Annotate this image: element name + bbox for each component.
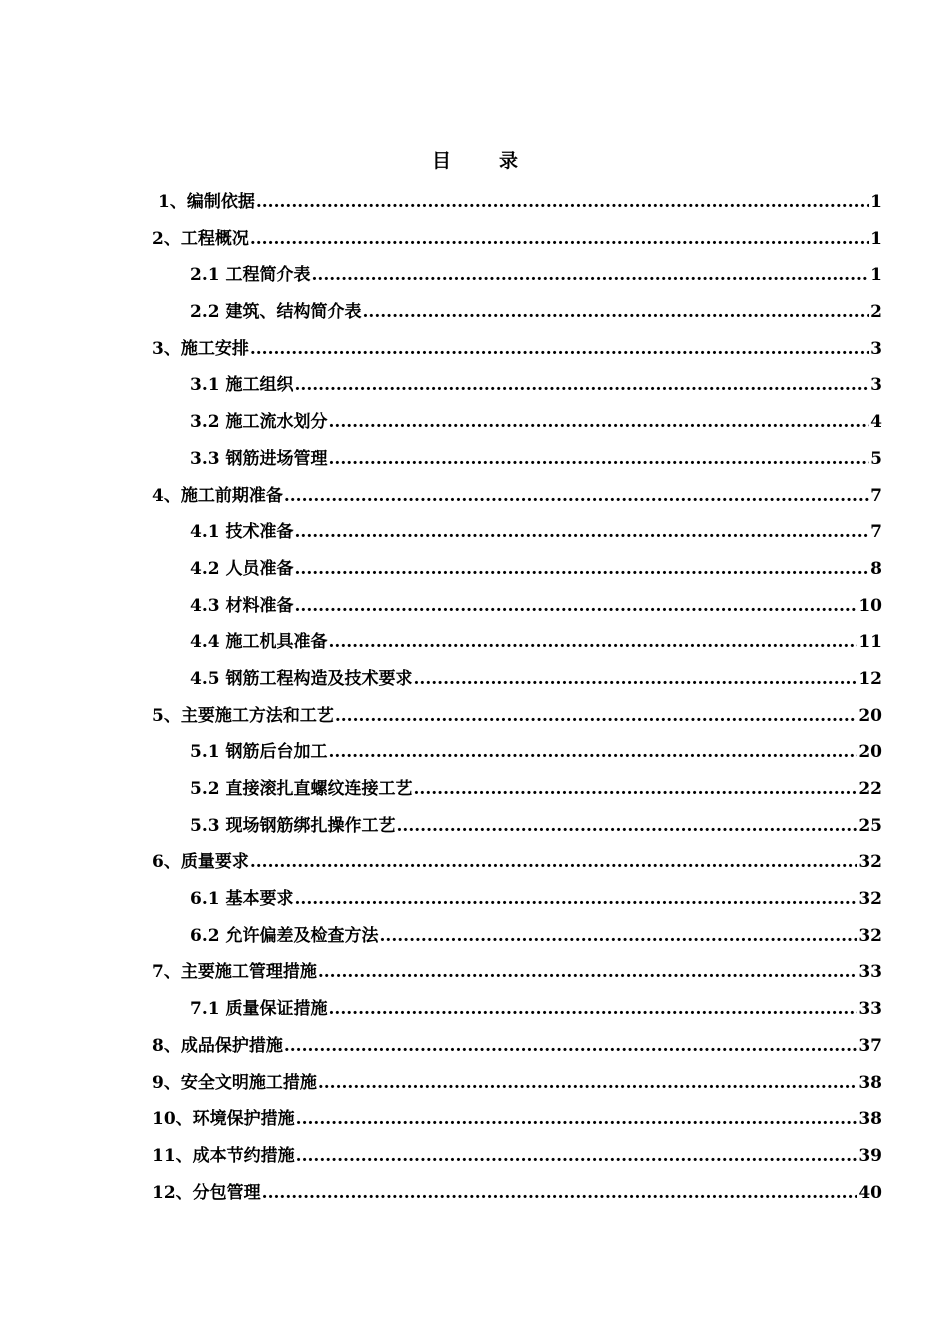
toc-dot-leader [414, 771, 858, 808]
toc-entry-label: 12、分包管理 [152, 1182, 261, 1203]
toc-entry-label: 5.2 直接滚扎直螺纹连接工艺 [190, 779, 413, 799]
toc-entry-label: 7.1 质量保证措施 [190, 999, 328, 1020]
toc-entry-page-number: 33 [858, 962, 882, 983]
toc-entry-page-number: 32 [858, 852, 882, 873]
toc-entry-label: 5、主要施工方法和工艺 [152, 705, 334, 726]
toc-entry-page-number: 2 [870, 302, 882, 323]
toc-entry[interactable] [152, 1175, 882, 1212]
toc-dot-leader [250, 221, 869, 258]
toc-dot-leader [295, 551, 870, 588]
toc-dot-leader [329, 734, 858, 771]
toc-entry[interactable] [152, 1138, 882, 1175]
toc-entry[interactable] [152, 624, 882, 661]
toc-entry[interactable] [152, 918, 882, 955]
toc-entry[interactable] [152, 588, 882, 625]
toc-entry[interactable] [152, 367, 882, 404]
toc-entry-page-number: 1 [870, 228, 882, 249]
toc-dot-leader [296, 1138, 858, 1175]
toc-entry-label: 11、成本节约措施 [152, 1145, 295, 1166]
toc-dot-leader [397, 808, 858, 845]
toc-entry-page-number: 40 [858, 1182, 882, 1203]
toc-entry-label: 3、施工安排 [152, 338, 249, 359]
toc-entry[interactable] [152, 551, 882, 588]
toc-entry-page-number: 20 [858, 742, 882, 763]
toc-entry-label: 5.1 钢筋后台加工 [190, 742, 328, 763]
toc-dot-leader [284, 1028, 857, 1065]
toc-entry[interactable] [152, 991, 882, 1028]
toc-entry[interactable] [152, 257, 882, 294]
toc-dot-leader [256, 184, 869, 221]
toc-entry-label: 5.3 现场钢筋绑扎操作工艺 [190, 815, 396, 836]
toc-entry-page-number: 1 [870, 265, 882, 286]
toc-dot-leader [335, 698, 857, 735]
toc-entry-label: 2.2 建筑、结构简介表 [190, 302, 362, 323]
toc-entry-page-number: 10 [858, 595, 882, 616]
toc-entry-label: 3.3 钢筋进场管理 [190, 448, 328, 469]
toc-entry-label: 3.1 施工组织 [190, 375, 294, 396]
toc-title-char-1: 目 [431, 150, 451, 172]
toc-entry-label: 4.2 人员准备 [190, 558, 294, 579]
toc-entry-page-number: 33 [858, 999, 882, 1020]
toc-dot-leader [329, 441, 870, 478]
toc-entry[interactable] [152, 404, 882, 441]
toc-entry-page-number: 32 [858, 889, 882, 910]
toc-entry-page-number: 3 [870, 375, 882, 396]
toc-entry-page-number: 4 [870, 412, 882, 433]
toc-entry[interactable] [152, 698, 882, 735]
toc-entry-label: 6.1 基本要求 [190, 889, 294, 910]
toc-dot-leader [295, 367, 870, 404]
toc-dot-leader [295, 588, 858, 625]
toc-entry[interactable] [152, 661, 882, 698]
toc-title [0, 146, 950, 173]
toc-entry[interactable] [152, 1028, 882, 1065]
toc-entry-page-number: 38 [858, 1072, 882, 1093]
toc-entry-page-number: 11 [858, 632, 882, 653]
table-of-contents [152, 184, 882, 1211]
toc-dot-leader [295, 881, 858, 918]
toc-dot-leader [296, 1101, 858, 1138]
toc-entry[interactable] [152, 441, 882, 478]
toc-entry-page-number: 3 [870, 338, 882, 359]
toc-dot-leader [329, 624, 858, 661]
toc-dot-leader [312, 257, 870, 294]
toc-dot-leader [363, 294, 870, 331]
toc-dot-leader [318, 954, 857, 991]
toc-entry[interactable] [152, 734, 882, 771]
toc-title-char-2: 录 [499, 150, 519, 172]
toc-dot-leader [250, 331, 869, 368]
toc-entry-label: 9、安全文明施工措施 [152, 1072, 317, 1093]
toc-entry-label: 6、质量要求 [152, 852, 249, 873]
toc-entry-page-number: 7 [870, 522, 882, 543]
toc-dot-leader [284, 478, 869, 515]
toc-dot-leader [380, 918, 858, 955]
toc-entry-page-number: 39 [858, 1145, 882, 1166]
toc-entry-page-number: 8 [870, 558, 882, 579]
toc-entry[interactable] [152, 1065, 882, 1102]
toc-entry-label: 1、编制依据 [158, 192, 255, 212]
toc-entry[interactable] [152, 294, 882, 331]
toc-entry[interactable] [152, 1101, 882, 1138]
toc-entry-page-number: 20 [858, 705, 882, 726]
toc-entry[interactable] [152, 808, 882, 845]
toc-entry[interactable] [152, 184, 882, 221]
toc-entry[interactable] [152, 331, 882, 368]
toc-entry[interactable] [152, 844, 882, 881]
toc-entry-label: 3.2 施工流水划分 [190, 412, 328, 433]
toc-entry[interactable] [152, 881, 882, 918]
toc-entry-label: 4.3 材料准备 [190, 595, 294, 616]
toc-entry[interactable] [152, 478, 882, 515]
toc-entry-page-number: 7 [870, 485, 882, 506]
toc-dot-leader [262, 1175, 858, 1212]
toc-entry[interactable] [152, 954, 882, 991]
toc-dot-leader [329, 991, 858, 1028]
toc-entry-page-number: 37 [858, 1035, 882, 1056]
toc-dot-leader [318, 1065, 857, 1102]
toc-entry-page-number: 12 [858, 668, 882, 689]
toc-entry-label: 2、工程概况 [152, 228, 249, 249]
toc-entry-label: 10、环境保护措施 [152, 1109, 295, 1130]
toc-entry[interactable] [152, 221, 882, 258]
toc-entry-page-number: 22 [858, 779, 882, 799]
toc-entry-label: 4.5 钢筋工程构造及技术要求 [190, 668, 413, 689]
toc-entry-page-number: 5 [870, 448, 882, 469]
toc-entry[interactable] [152, 514, 882, 551]
toc-entry-page-number: 38 [858, 1109, 882, 1130]
toc-entry-label: 4.4 施工机具准备 [190, 632, 328, 653]
toc-dot-leader [295, 514, 870, 551]
toc-dot-leader [329, 404, 870, 441]
toc-entry-label: 8、成品保护措施 [152, 1035, 283, 1056]
toc-entry[interactable] [152, 771, 882, 808]
toc-dot-leader [250, 844, 857, 881]
toc-entry-label: 7、主要施工管理措施 [152, 962, 317, 983]
toc-entry-page-number: 32 [858, 925, 882, 946]
toc-entry-label: 4、施工前期准备 [152, 485, 283, 506]
toc-dot-leader [414, 661, 858, 698]
toc-entry-label: 4.1 技术准备 [190, 522, 294, 543]
toc-entry-label: 2.1 工程简介表 [190, 265, 311, 286]
toc-entry-label: 6.2 允许偏差及检查方法 [190, 925, 379, 946]
toc-entry-page-number: 25 [858, 815, 882, 836]
toc-entry-page-number: 1 [870, 192, 882, 212]
